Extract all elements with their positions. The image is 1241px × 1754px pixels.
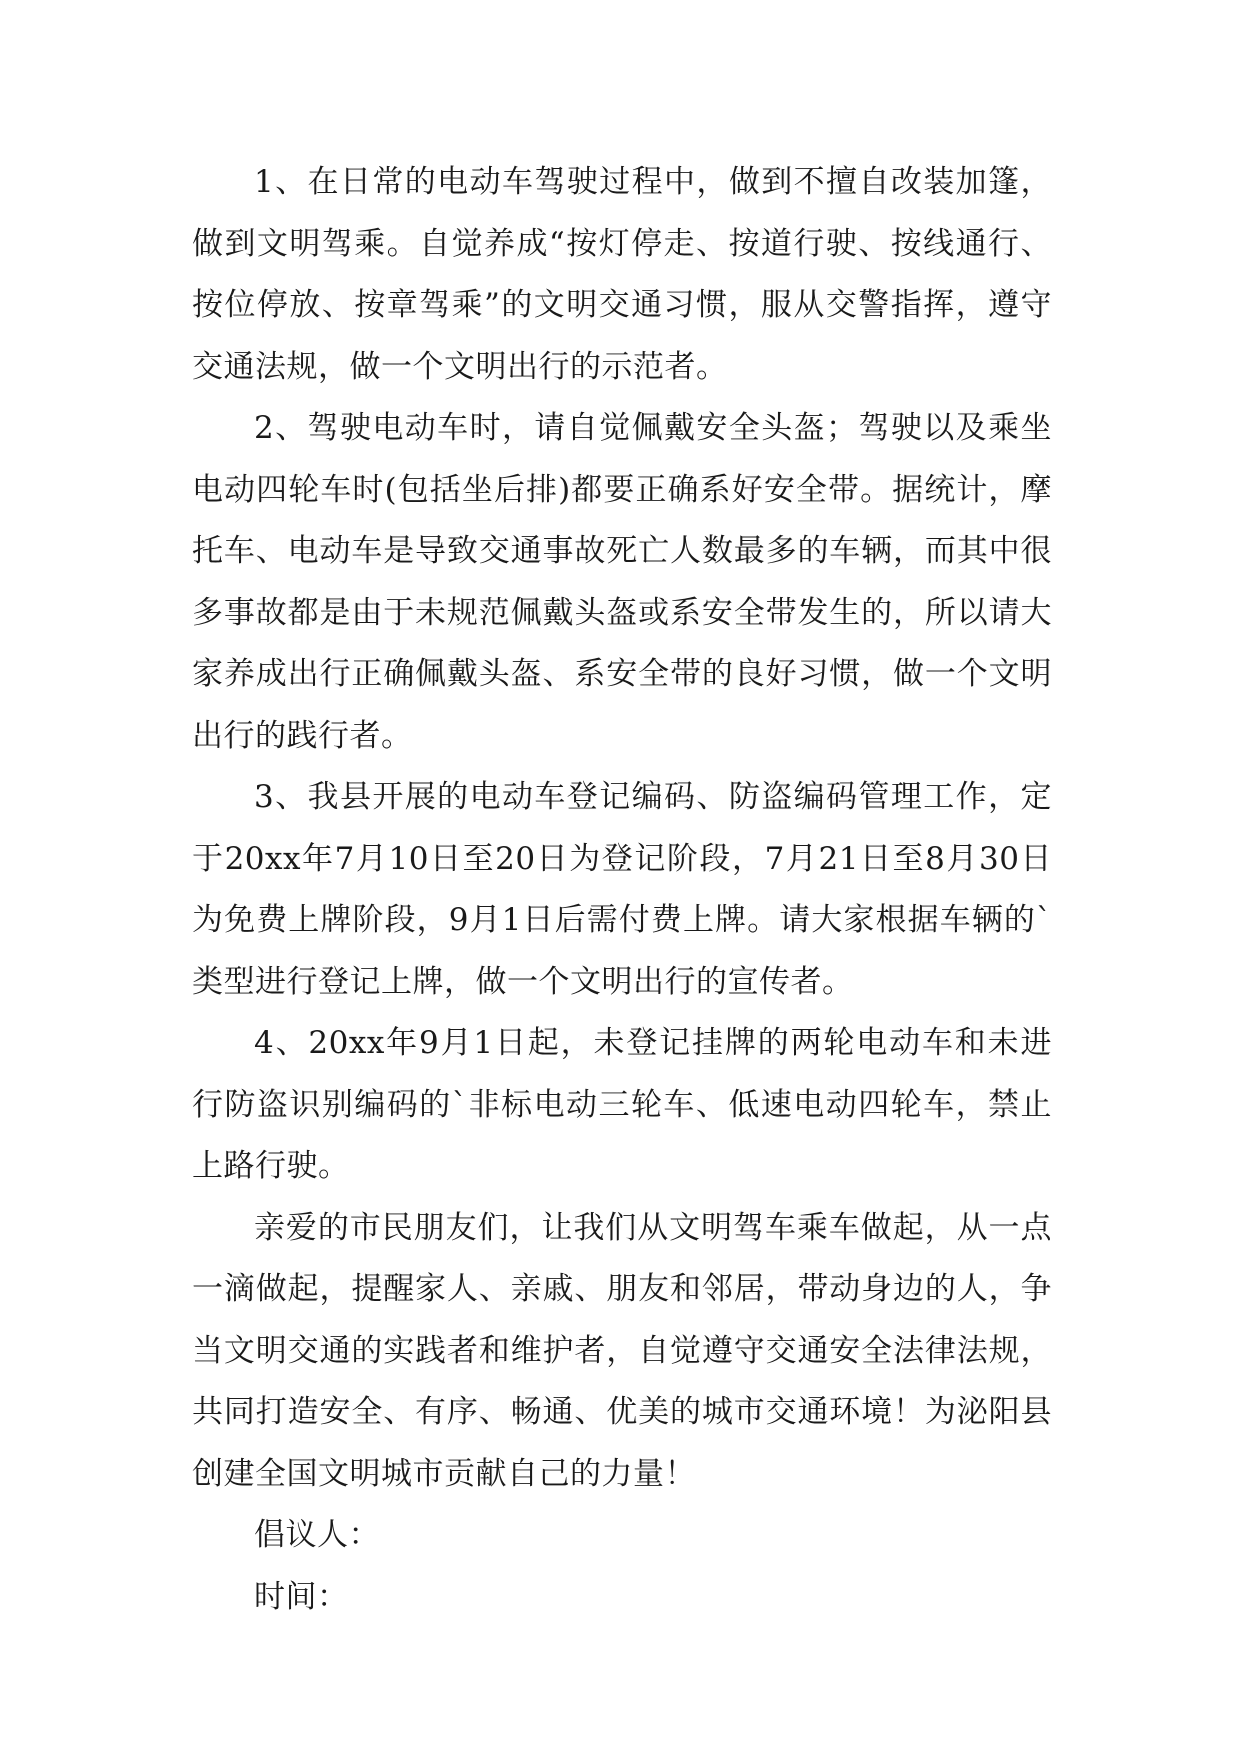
paragraph-item-3: 3、我县开展的电动车登记编码、防盗编码管理工作，定于20xx年7月10日至20日为登记阶段，7月21日至8月30日为免费上牌阶段，9月1日后需付费上牌。请大家根据车辆的`类型进行登记上牌，做一个文明出行的宣传者。 [192,779,1052,1000]
paragraph-item-4: 4、20xx年9月1日起，未登记挂牌的两轮电动车和未进行防盗识别编码的`非标电动三轮车、低速电动四轮车，禁止上路行驶。 [192,1025,1052,1184]
paragraph-item-2: 2、驾驶电动车时，请自觉佩戴安全头盔；驾驶以及乘坐电动四轮车时(包括坐后排)都要正确系好安全带。据统计，摩托车、电动车是导致交通事故死亡人数最多的车辆，而其中很多事故都是由于未规范佩戴头盔或系安全带发生的，所以请大家养成出行正确佩戴头盔、系安全带的良好习惯，做一个文明出行的践行者。 [192,410,1052,754]
closing-paragraph: 亲爱的市民朋友们，让我们从文明驾车乘车做起，从一点一滴做起，提醒家人、亲戚、朋友和邻居，带动身边的人，争当文明交通的实践者和维护者，自觉遵守交通安全法律法规，共同打造安全、有序、畅通、优美的城市交通环境！为泌阳县创建全国文明城市贡献自己的力量！ [192,1209,1052,1492]
proposer-label: 倡议人： [254,1517,380,1553]
time-label: 时间： [254,1578,349,1615]
document-body [192,152,1052,1628]
paragraph-item-1: 1、在日常的电动车驾驶过程中，做到不擅自改装加篷，做到文明驾乘。自觉养成“按灯停走、按道行驶、按线通行、按位停放、按章驾乘”的文明交通习惯，服从交警指挥，遵守交通法规，做一个文明出行的示范者。 [192,164,1052,385]
